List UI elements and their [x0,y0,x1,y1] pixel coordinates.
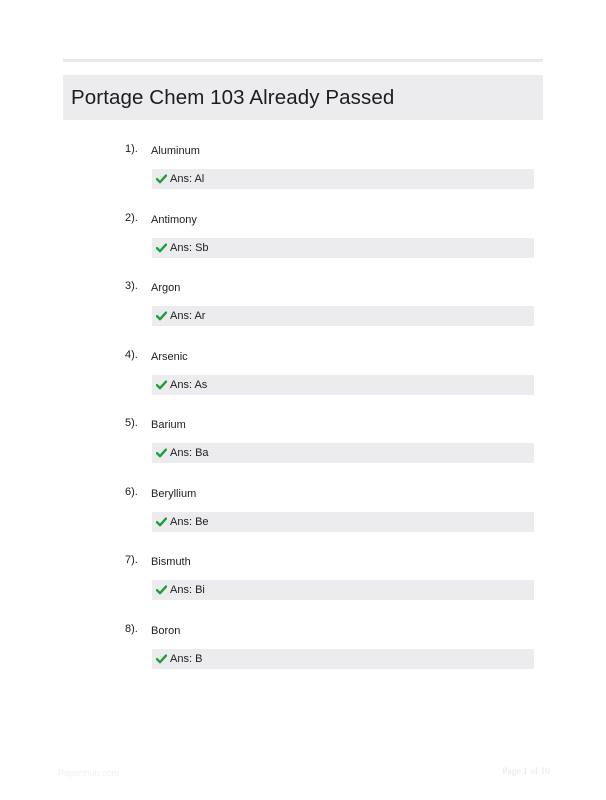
question-item [0,347,606,416]
check-icon [156,243,167,253]
question-item [0,210,606,279]
answer-box [152,512,534,532]
question-text: Arsenic [151,350,188,363]
question-text: Barium [151,419,186,431]
question-number: 1). [125,143,138,155]
title-bar [63,75,543,120]
answer-text: Ans: Ba [170,447,209,459]
answer-text: Ans: Bi [170,584,205,596]
check-icon [156,517,167,527]
check-icon [156,311,167,321]
question-list [0,141,606,689]
answer-box [152,649,534,669]
question-number: 2). [125,211,138,224]
top-divider [63,59,543,62]
question-item [0,278,606,347]
answer-text: Ans: Be [170,515,209,528]
question-text: Bismuth [151,556,191,568]
answer-box [152,306,534,326]
page-number: Page 1 of 10 [502,767,550,777]
check-icon [156,654,167,664]
answer-text: Ans: As [170,378,208,391]
question-number: 8). [125,622,138,635]
question-text: Antimony [151,213,197,226]
answer-text: Ans: Ar [170,310,206,322]
question-number: 7). [125,554,138,566]
page-title: Portage Chem 103 Already Passed [71,85,395,109]
question-item [0,141,606,210]
question-item [0,415,606,484]
question-text: Boron [151,624,181,637]
question-number: 4). [125,348,138,361]
answer-box [152,238,534,258]
question-number: 5). [125,417,138,429]
question-text: Aluminum [151,145,200,157]
answer-box [152,375,534,395]
check-icon [156,448,167,458]
question-text: Argon [151,282,181,294]
question-text: Beryllium [151,487,197,500]
answer-box [152,443,534,463]
answer-box [152,169,534,189]
footer-watermark: Paperthub.com [58,768,120,778]
answer-text: Ans: B [170,652,203,665]
check-icon [156,174,167,184]
check-icon [156,380,167,390]
answer-text: Ans: Al [170,173,205,185]
question-number: 3). [125,280,138,292]
question-number: 6). [125,485,138,498]
check-icon [156,585,167,595]
question-item [0,621,606,690]
answer-box [152,580,534,600]
question-item [0,552,606,621]
answer-text: Ans: Sb [170,241,209,254]
question-item [0,484,606,553]
